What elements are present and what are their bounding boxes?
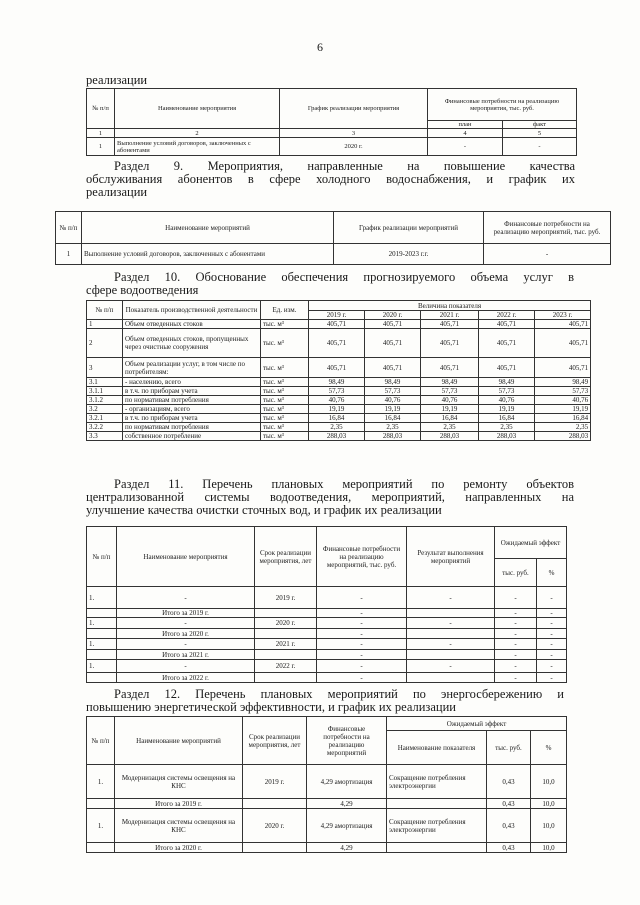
table-cell: 2019 г. [243,765,307,799]
table-cell: 288,03 [365,432,421,441]
col-header: Срок реализации мероприятия, лет [243,717,307,765]
table-cell: 10,0 [531,809,567,843]
table-cell [87,799,115,809]
col-header: Финансовые потребности на реализацию мероприятий, тыс. руб. [484,212,611,244]
col-header: Финансовые потребности на реализацию мероприятий, тыс. руб. [317,527,407,587]
table-cell [407,673,495,683]
col-header: Наименование показателя [387,731,487,765]
table-cell: 2019 г. [255,587,317,609]
table-cell: 1. [87,587,117,609]
table-cell: 1. [87,765,115,799]
col-header: № п/п [87,301,123,320]
table-cell: тыс. м³ [261,405,309,414]
table-cell: 10,0 [531,843,567,853]
table-cell: 4,29 [307,843,387,853]
index-cell: 2 [115,129,280,138]
table-cell [255,673,317,683]
table-cell: 40,76 [479,396,535,405]
table-row [87,660,567,673]
table-row [87,432,591,441]
col-header: тыс. руб. [487,731,531,765]
table-cell: - [407,587,495,609]
table-cell: 405,71 [535,320,591,329]
table-cell: 1. [87,639,117,650]
table-cell: в т.ч. по приборам учета [123,387,261,396]
table-cell: 16,84 [309,414,365,423]
year-header: 2019 г. [309,311,365,320]
table-cell: - [495,618,537,629]
table-cell: 405,71 [535,358,591,378]
index-cell: 1 [87,129,115,138]
table-cell [87,609,117,618]
table-cell: 3 [87,358,123,378]
table-cell [255,650,317,660]
table-row [87,673,567,683]
table-cell: Сокращение потребления электроэнергии [387,765,487,799]
table-cell: - организациям, всего [123,405,261,414]
col-header: план [428,121,503,129]
table-section-11 [86,526,567,683]
table-row [87,799,567,809]
table-cell: - населению, всего [123,378,261,387]
table-cell [387,799,487,809]
table-cell: тыс. м³ [261,329,309,358]
table-row [87,423,591,432]
table-cell: 3.1.1 [87,387,123,396]
table-cell: - [495,639,537,650]
table-cell: Итого за 2019 г. [117,609,255,618]
table-cell: 98,49 [479,378,535,387]
col-header: Финансовые потребности на реализацию мероприятия, тыс. руб. [428,89,577,121]
table-cell: 16,84 [421,414,479,423]
table-cell: - [407,660,495,673]
table-cell: - [537,618,567,629]
col-header: № п/п [87,89,115,129]
col-header: График реализации мероприятия [280,89,428,129]
table-cell: 4,29 [307,799,387,809]
table-row [87,387,591,396]
table-cell: - [317,609,407,618]
table-cell: 3.2 [87,405,123,414]
table-cell: 40,76 [365,396,421,405]
table-cell: 57,73 [365,387,421,396]
table-row [87,329,591,358]
table-cell: тыс. м³ [261,414,309,423]
table-cell: по нормативам потребления [123,423,261,432]
table-cell: - [495,673,537,683]
table-cell: - [317,618,407,629]
table-cell: 1. [87,660,117,673]
table-cell: 16,84 [479,414,535,423]
col-header: тыс. руб. [495,559,537,587]
table-row [87,639,567,650]
table-cell: 19,19 [365,405,421,414]
table-cell: Итого за 2019 г. [115,799,243,809]
table-row [87,609,567,618]
table-cell: в т.ч. по приборам учета [123,414,261,423]
table-cell: 0,43 [487,809,531,843]
table-cell: Объем реализации услуг, в том числе по потребителям: [123,358,261,378]
table-cell: 2,35 [535,423,591,432]
table-row [87,378,591,387]
col-header: Наименование мероприятий [82,212,334,244]
table-cell: - [407,639,495,650]
table-cell: 0,43 [487,765,531,799]
table-cell [387,843,487,853]
col-header: Величина показателя [309,301,591,311]
table-cell: 19,19 [309,405,365,414]
table-cell: 2021 г. [255,639,317,650]
col-header: факт [503,121,577,129]
table-cell: 57,73 [421,387,479,396]
col-header: № п/п [87,527,117,587]
table-cell: 2,35 [479,423,535,432]
table-cell: 16,84 [535,414,591,423]
col-header: Наименование мероприятия [115,89,280,129]
table-cell: 3.2.2 [87,423,123,432]
table-section-12 [86,716,567,853]
table-cell: - [117,618,255,629]
table-cell: - [317,660,407,673]
table-cell: 405,71 [309,329,365,358]
section-12-heading: Раздел 12. Перечень плановых мероприятий по энергосбережению и повышению энергетической эффективности, и график их реализации [86,687,564,714]
col-header: Показатель производственной деятельности [123,301,261,320]
year-header: 2022 г. [479,311,535,320]
table-cell: 57,73 [479,387,535,396]
table-cell: - [537,650,567,660]
table-cell [407,650,495,660]
table-cell: тыс. м³ [261,320,309,329]
table-cell: 10,0 [531,765,567,799]
col-header: Наименование мероприятия [117,527,255,587]
table-cell: 2,35 [309,423,365,432]
index-cell: 3 [280,129,428,138]
table-row: 1 Выполнение условий договоров, заключенных с абонентами 2019-2023 г.г. - [56,244,611,265]
section-10-heading: Раздел 10. Обоснование обеспечения прогнозируемого объема услуг в сфере водоотведения [86,270,574,297]
table-cell: Модернизация системы освещения на КНС [115,765,243,799]
table-cell: 1. [87,809,115,843]
table-cell: - [537,609,567,618]
table-cell: 288,03 [535,432,591,441]
table-row [87,320,591,329]
table-cell: 405,71 [479,329,535,358]
table-cell: тыс. м³ [261,387,309,396]
col-header: График реализации мероприятий [334,212,484,244]
table-cell: 1. [87,618,117,629]
table-cell [87,650,117,660]
table-cell [407,609,495,618]
table-section-9 [55,211,611,265]
table-row [87,358,591,378]
table-row [87,587,567,609]
table-row [87,809,567,843]
table-cell: 40,76 [309,396,365,405]
year-header: 2023 г. [535,311,591,320]
year-header: 2020 г. [365,311,421,320]
table-cell: - [317,629,407,639]
table-cell: - [117,660,255,673]
table-cell: Итого за 2020 г. [115,843,243,853]
table-cell: - [117,587,255,609]
table-cell: 3.1 [87,378,123,387]
table-cell: Модернизация системы освещения на КНС [115,809,243,843]
table-cell: собственное потребление [123,432,261,441]
table-cell: 57,73 [535,387,591,396]
table-cell: 40,76 [535,396,591,405]
table-cell: тыс. м³ [261,358,309,378]
table-cell: 3.1.2 [87,396,123,405]
table-row [87,629,567,639]
table-cell: 19,19 [535,405,591,414]
table-cell: 288,03 [309,432,365,441]
section-11-heading: Раздел 11. Перечень плановых мероприятий по ремонту объектов централизованной системы водоотведения, мероприятий, направленных на улучшение качества очистки сточных вод, и график их реализации [86,477,574,517]
table-cell: - [537,660,567,673]
table-cell: 4,29 амортизация [307,809,387,843]
table-cell: 405,71 [535,329,591,358]
table-cell: - [495,650,537,660]
table-cell: Итого за 2020 г. [117,629,255,639]
table-cell: 288,03 [421,432,479,441]
table-cell: 16,84 [365,414,421,423]
page-number: 6 [317,40,323,54]
table-cell [243,799,307,809]
table-cell: 1 [87,320,123,329]
table-cell: 405,71 [365,358,421,378]
table-cell: 405,71 [479,320,535,329]
table-cell: 19,19 [479,405,535,414]
table-cell: 40,76 [421,396,479,405]
table-cell: 2,35 [421,423,479,432]
table-cell: - [537,587,567,609]
table-cell: 3.2.1 [87,414,123,423]
table-cell: - [537,639,567,650]
table-cell: - [495,587,537,609]
table-row [87,843,567,853]
table-cell: Итого за 2021 г. [117,650,255,660]
year-header: 2021 г. [421,311,479,320]
table-row [87,618,567,629]
index-cell: 4 [428,129,503,138]
table-cell: - [495,629,537,639]
table-cell: 3.3 [87,432,123,441]
table-cell: - [117,639,255,650]
table-cell: 19,19 [421,405,479,414]
table-cell: 98,49 [421,378,479,387]
table-cell: 4,29 амортизация [307,765,387,799]
table-cell: 288,03 [479,432,535,441]
table-cell: 2022 г. [255,660,317,673]
table-cell: 405,71 [365,320,421,329]
table-cell: 2020 г. [255,618,317,629]
col-header: Ожидаемый эффект [387,717,567,731]
table-cell: тыс. м³ [261,423,309,432]
table-cell [87,673,117,683]
table-cell: Объем отведенных стоков [123,320,261,329]
table-cell: - [317,673,407,683]
table-cell: - [317,587,407,609]
col-header: № п/п [56,212,82,244]
table-cell: 2,35 [365,423,421,432]
table-row [87,405,591,414]
table-cell: 98,49 [535,378,591,387]
table-cell: 405,71 [421,320,479,329]
col-header: Наименование мероприятий [115,717,243,765]
col-header: Результат выполнения мероприятий [407,527,495,587]
col-header: Срок реализации мероприятия, лет [255,527,317,587]
table-row: 1 Выполнение условий договоров, заключенных с абонентами 2020 г. - - [87,138,577,156]
table-cell: 405,71 [365,329,421,358]
table-row [87,650,567,660]
table-cell: 0,43 [487,799,531,809]
table-cell: тыс. м³ [261,396,309,405]
table-cell: 57,73 [309,387,365,396]
table-cell: 98,49 [309,378,365,387]
table-cell: тыс. м³ [261,432,309,441]
table-cell: 98,49 [365,378,421,387]
table-cell: Итого за 2022 г. [117,673,255,683]
table-cell: - [495,609,537,618]
table-cell [243,843,307,853]
table-cell [255,609,317,618]
table-cell: 405,71 [421,329,479,358]
table-cell: - [537,673,567,683]
table-cell: 2020 г. [243,809,307,843]
table-row [87,396,591,405]
table-cell: - [317,650,407,660]
table-row [87,414,591,423]
table-cell: тыс. м³ [261,378,309,387]
table-cell: Сокращение потребления электроэнергии [387,809,487,843]
table-cell: - [495,660,537,673]
table-cell: - [537,629,567,639]
col-header: № п/п [87,717,115,765]
top-continuation-word: реализации [86,73,148,87]
col-header: % [537,559,567,587]
table-section-10 [86,300,591,441]
table-cell: - [407,618,495,629]
table-row [87,765,567,799]
table-cell: 405,71 [421,358,479,378]
section-9-heading: Раздел 9. Мероприятия, направленные на повышение качества обслуживания абонентов в сфере холодного водоснабжения, и график их реализации [86,159,575,199]
col-header: Ед. изм. [261,301,309,320]
table-cell: 2 [87,329,123,358]
table-cell [87,843,115,853]
table-cell [87,629,117,639]
table-cell: Объем отведенных стоков, пропущенных через очистные сооружения [123,329,261,358]
table-cell: 10,0 [531,799,567,809]
table-cell [407,629,495,639]
table-cell: по нормативам потребления [123,396,261,405]
col-header: % [531,731,567,765]
index-cell: 5 [503,129,577,138]
table-cell [255,629,317,639]
table-cell: 0,43 [487,843,531,853]
table-cell: 405,71 [309,320,365,329]
col-header: Ожидаемый эффект [495,527,567,559]
col-header: Финансовые потребности на реализацию мероприятий [307,717,387,765]
table-cell: - [317,639,407,650]
table-section-8 [86,88,577,156]
table-cell: 405,71 [479,358,535,378]
table-cell: 405,71 [309,358,365,378]
